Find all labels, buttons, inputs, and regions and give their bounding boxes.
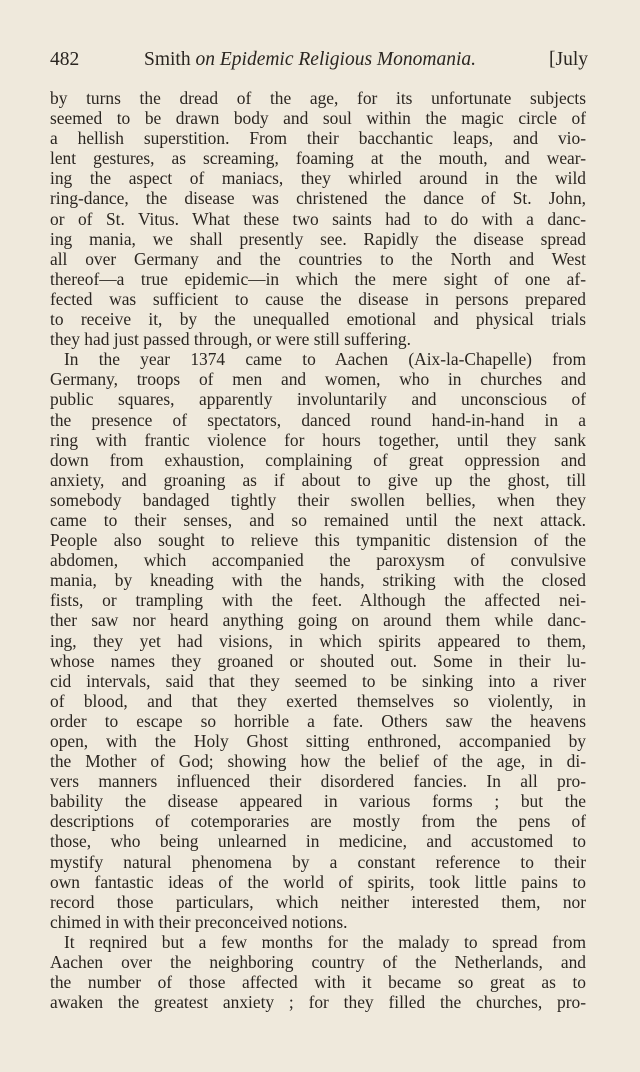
text-line: they had just passed through, or were still suffering.	[50, 329, 411, 350]
text-line: public squares, apparently involuntarily and unconscious of	[50, 389, 586, 410]
text-line: abdomen, which accompanied the paroxysm of convulsive	[50, 550, 586, 571]
text-line: ing, they yet had visions, in which spirits appeared to them,	[50, 630, 586, 651]
text-line: thereof—a true epidemic—in which the mere sight of one af-	[50, 268, 586, 289]
page-number: 482	[50, 49, 80, 70]
body-text	[50, 88, 586, 1012]
text-line: ther saw nor heard anything going on around them while danc-	[50, 610, 586, 631]
text-line: fists, or trampling with the feet. Although the affected nei-	[50, 590, 586, 611]
text-line: In the year 1374 came to Aachen (Aix-la-Chapelle) from	[64, 349, 586, 370]
text-line: ing the aspect of maniacs, they whirled around in the wild	[50, 168, 586, 189]
text-line: of blood, and that they exerted themselves so violently, in	[50, 690, 586, 711]
text-line: chimed in with their preconceived notions.	[50, 911, 348, 932]
text-line: People also sought to relieve this tympanitic distension of the	[50, 530, 586, 551]
text-line: somebody bandaged tightly their swollen bellies, when they	[50, 489, 586, 510]
text-line: It reqnired but a few months for the malady to spread from	[64, 931, 586, 952]
running-author: Smith	[144, 49, 191, 70]
running-title	[144, 46, 476, 74]
text-line: anxiety, and groaning as if about to give up the ghost, till	[50, 469, 586, 490]
text-line: ring with frantic violence for hours together, until they sank	[50, 429, 586, 450]
running-header	[50, 46, 588, 74]
text-line: came to their senses, and so remained until the next attack.	[50, 509, 586, 530]
text-line: awaken the greatest anxiety ; for they filled the churches, pro-	[50, 992, 586, 1013]
text-line: vers manners influenced their disordered fancies. In all pro-	[50, 771, 586, 792]
text-line: mystify natural phenomena by a constant reference to their	[50, 851, 586, 872]
text-line: record those particulars, which neither interested them, nor	[50, 891, 586, 912]
text-line: mania, by kneading with the hands, striking with the closed	[50, 570, 586, 591]
text-line: a hellish superstition. From their bacchantic leaps, and vio-	[50, 128, 586, 149]
text-line: or of St. Vitus. What these two saints had to do with a danc-	[50, 208, 586, 229]
text-line: order to escape so horrible a fate. Others saw the heavens	[50, 710, 586, 731]
text-line: those, who being unlearned in medicine, and accustomed to	[50, 831, 586, 852]
text-line: down from exhaustion, complaining of great oppression and	[50, 449, 586, 470]
text-line: the Mother of God; showing how the belief of the age, in di-	[50, 751, 586, 772]
text-line: ring-dance, the disease was christened the dance of St. John,	[50, 188, 586, 209]
text-line: cid intervals, said that they seemed to be sinking into a river	[50, 670, 586, 691]
text-line: ing mania, we shall presently see. Rapidly the disease spread	[50, 228, 586, 249]
text-line: bability the disease appeared in various forms ; but the	[50, 791, 586, 812]
text-line: descriptions of cotemporaries are mostly from the pens of	[50, 811, 586, 832]
running-title-italic: on Epidemic Religious Monomania.	[195, 49, 477, 70]
text-line: all over Germany and the countries to the North and West	[50, 248, 586, 269]
text-line: Aachen over the neighboring country of the Netherlands, and	[50, 952, 586, 973]
text-line: the presence of spectators, danced round hand-in-hand in a	[50, 409, 586, 430]
text-line: the number of those affected with it became so great as to	[50, 972, 586, 993]
text-line: whose names they groaned or shouted out. Some in their lu-	[50, 650, 586, 671]
header-month: [July	[549, 49, 588, 70]
text-line: by turns the dread of the age, for its unfortunate subjects	[50, 88, 586, 108]
text-line: Germany, troops of men and women, who in churches and	[50, 369, 586, 390]
text-line: lent gestures, as screaming, foaming at the mouth, and wear-	[50, 148, 586, 169]
text-line: seemed to be drawn body and soul within the magic circle of	[50, 108, 586, 129]
text-line: open, with the Holy Ghost sitting enthroned, accompanied by	[50, 731, 586, 751]
text-line: fected was sufficient to cause the disease in persons prepared	[50, 288, 586, 309]
text-line: to receive it, by the unequalled emotional and physical trials	[50, 309, 586, 330]
text-line: own fantastic ideas of the world of spirits, took little pains to	[50, 871, 586, 892]
